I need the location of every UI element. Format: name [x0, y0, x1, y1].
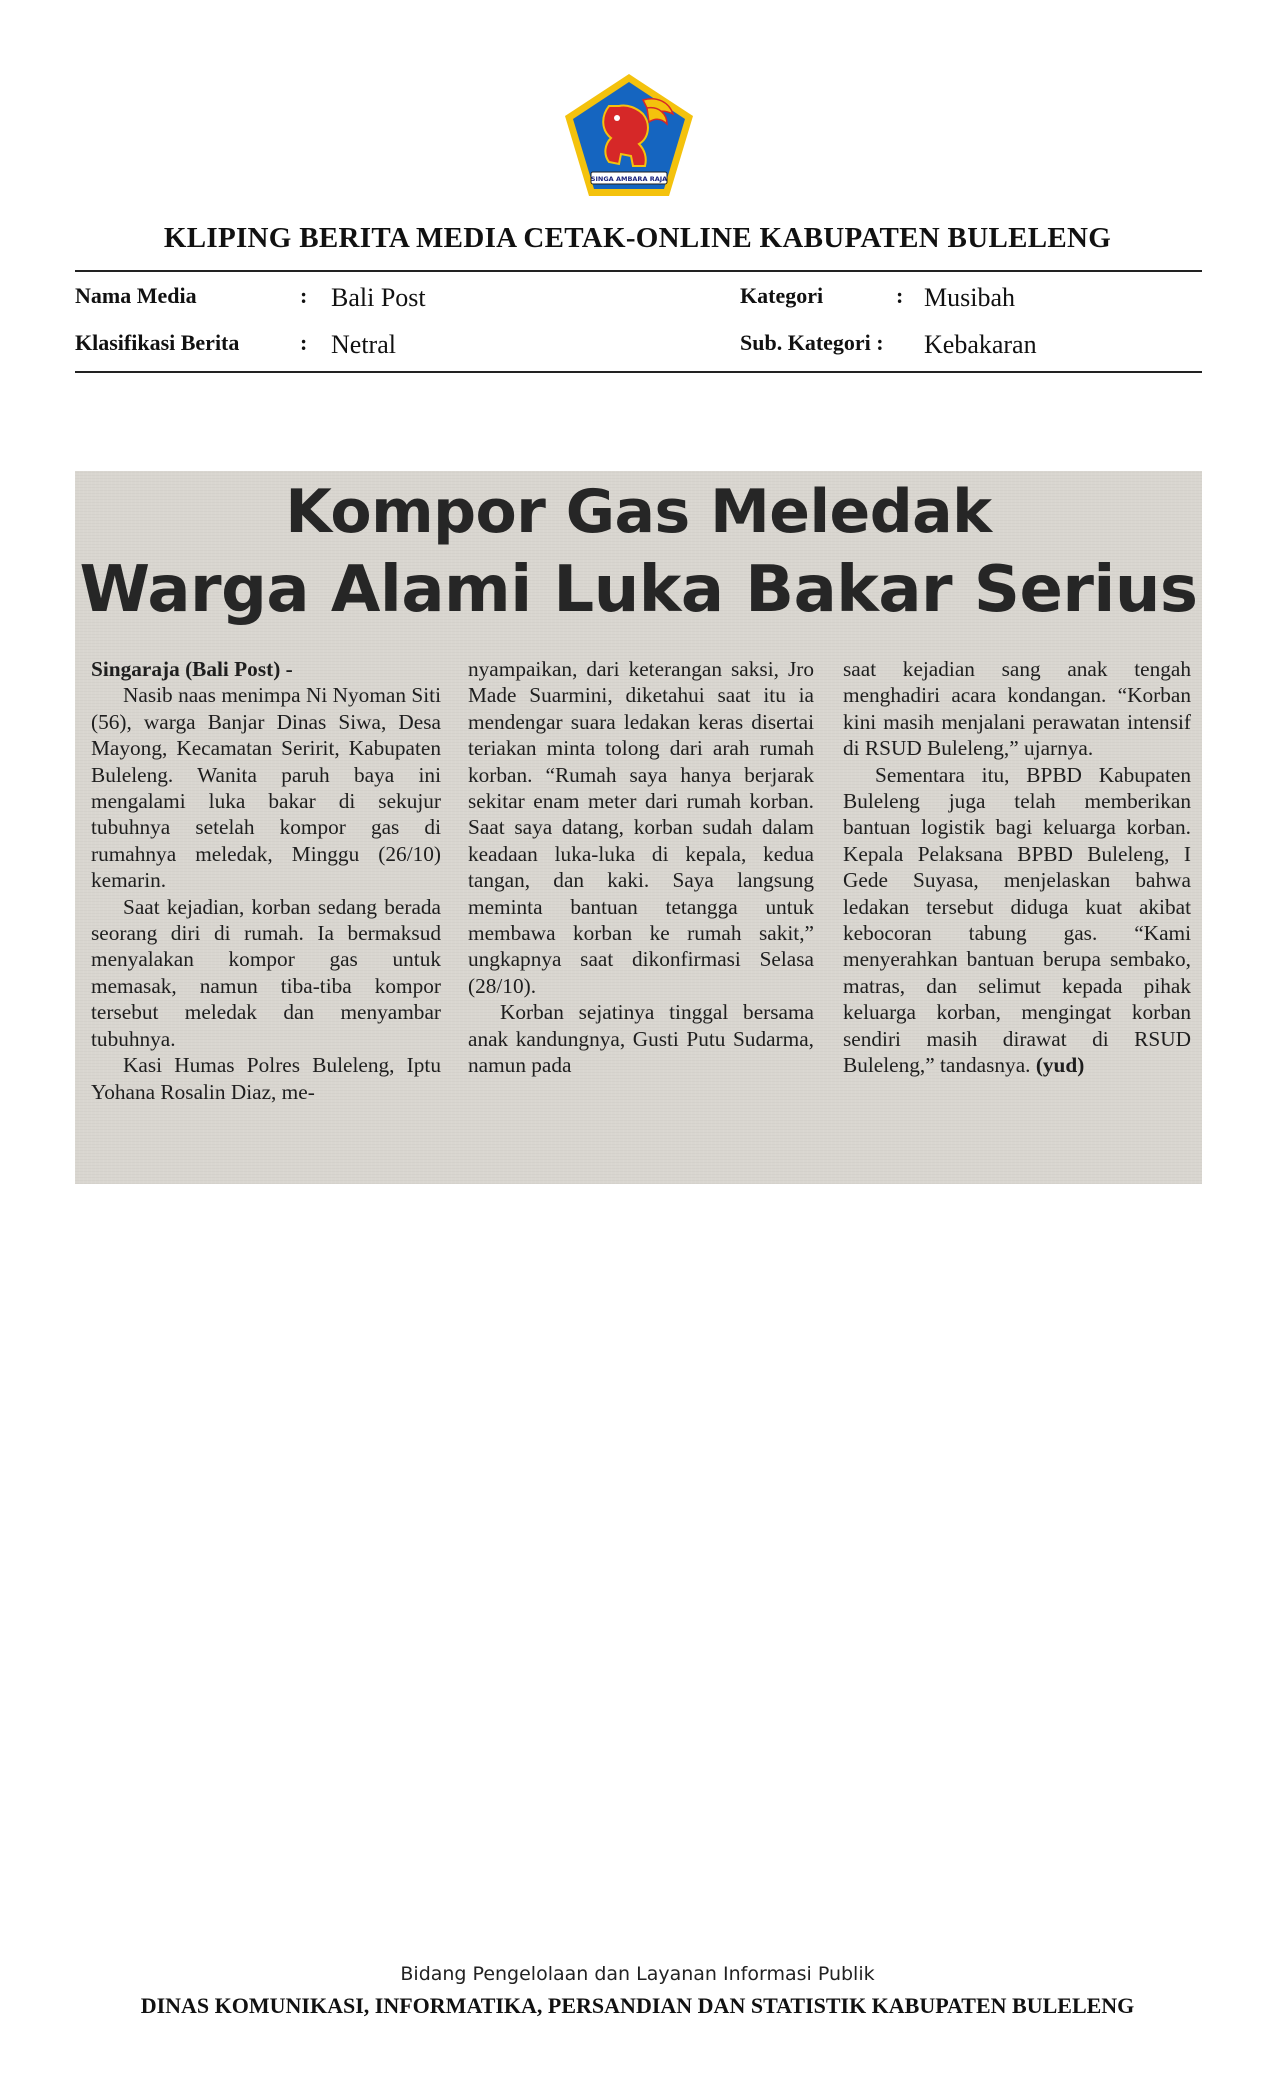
article-paragraph: Kasi Humas Polres Buleleng, Iptu Yohana Rosalin Diaz, me- [91, 1053, 441, 1104]
article-column-1 [91, 656, 441, 1105]
dateline: Singaraja (Bali Post) - [91, 657, 293, 681]
classification-label: Klasifikasi Berita [75, 330, 240, 355]
subcategory-value: Kebakaran [924, 330, 1037, 359]
category-colon: : [896, 283, 904, 308]
category-value: Musibah [924, 283, 1015, 312]
article-paragraph: Korban sejatinya tinggal bersama anak kandungnya, Gusti Putu Sudarma, namun pada [468, 1000, 814, 1078]
page-title: KLIPING BERITA MEDIA CETAK-ONLINE KABUPATEN BULELENG [163, 222, 1112, 254]
article-column-2 [468, 656, 814, 1079]
article-paragraph: Nasib naas menimpa Ni Nyoman Siti (56), warga Banjar Dinas Siwa, Desa Mayong, Kecamatan Seririt, Kabupaten Buleleng. Wanita paruh baya ini mengalami luka bakar di sekujur tubuhnya setelah kompor gas di rumahnya meledak, Minggu (26/10) kemarin. [91, 683, 441, 893]
headline-line-1: Kompor Gas Meledak [285, 477, 992, 547]
media-name-label: Nama Media [75, 283, 197, 308]
header-divider [75, 270, 1202, 272]
newspaper-clipping [75, 471, 1202, 1184]
media-name-colon: : [300, 283, 308, 308]
author-signature: (yud) [1035, 1053, 1085, 1078]
singa-ambara-raja-logo-icon [561, 72, 697, 200]
category-label: Kategori [740, 283, 824, 308]
footer-agency: DINAS KOMUNIKASI, INFORMATIKA, PERSANDIAN DAN STATISTIK KABUPATEN BULELENG [140, 1993, 1135, 2018]
article-column-3 [843, 656, 1191, 1079]
article-paragraph: nyampaikan, dari keterangan saksi, Jro Made Suarmini, diketahui saat itu ia mendengar suara ledakan keras disertai teriakan minta tolong dari arah rumah korban. “Rumah saya hanya berjarak sekitar enam meter dari rumah korban. Saat saya datang, korban sudah dalam keadaan luka-luka di kepala, kedua tangan, dan kaki. Saya langsung meminta bantuan tetangga untuk membawa korban ke rumah sakit,” ungkapnya saat dikonfirmasi Selasa (28/10). [468, 657, 814, 998]
classification-colon: : [300, 330, 308, 355]
article-paragraph: saat kejadian sang anak tengah menghadiri acara kondangan. “Korban kini masih menjalani perawatan intensif di RSUD Buleleng,” ujarnya. [843, 657, 1191, 761]
media-name-value: Bali Post [331, 283, 426, 312]
footer-division: Bidang Pengelolaan dan Layanan Informasi Publik [400, 1963, 875, 1985]
logo-motto-text: SINGA AMBARA RAJA [590, 175, 668, 183]
headline-line-2: Warga Alami Luka Bakar Serius [79, 553, 1198, 627]
classification-value: Netral [331, 330, 396, 359]
article-paragraph-last [843, 762, 1191, 1079]
metadata-divider [75, 371, 1202, 373]
article-paragraph: Saat kejadian, korban sedang berada seorang diri di rumah. Ia bermaksud menyalakan kompor gas untuk memasak, namun tiba-tiba kompor tersebut meledak dan menyambar tubuhnya. [91, 894, 441, 1051]
article-paragraph: Sementara itu, BPBD Kabupaten Buleleng juga telah memberikan bantuan logistik bagi keluarga korban. Kepala Pelaksana BPBD Buleleng, I Gede Suyasa, menjelaskan bahwa ledakan tersebut diduga kuat akibat kebocoran tabung gas. “Kami menyerahkan bantuan berupa sembako, matras, dan selimut kepada pihak keluarga korban, mengingat korban sendiri masih dirawat di RSUD Buleleng,” tandasnya. [843, 762, 1191, 1078]
subcategory-label: Sub. Kategori : [740, 330, 884, 355]
